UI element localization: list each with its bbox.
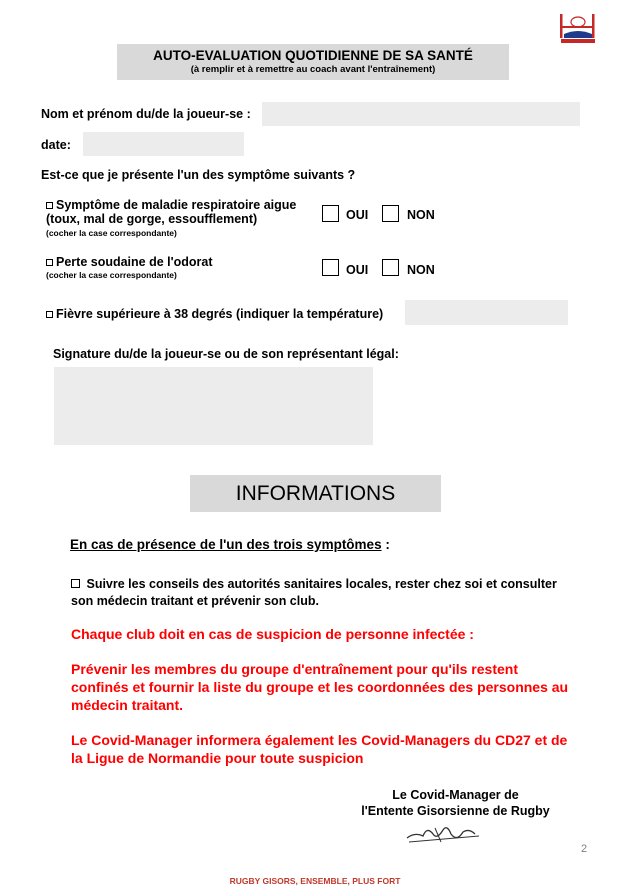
name-label: Nom et prénom du/de la joueur-se : <box>41 107 251 121</box>
symptom-smell-hint: (cocher la case correspondante) <box>46 270 177 280</box>
checkbox-bullet-icon <box>71 579 80 588</box>
page-title: AUTO-EVALUATION QUOTIDIENNE DE SA SANTÉ <box>153 48 473 63</box>
signature-field[interactable] <box>54 367 373 445</box>
covid-manager-text: Le Covid-Manager informera également les Covid-Managers du CD27 et de la Ligue de Normandie pour toute suspicion <box>71 732 568 766</box>
fever-label: Fièvre supérieure à 38 degrés (indiquer la température) <box>46 307 383 321</box>
notify-group-text: Prévenir les membres du groupe d'entraînement pour qu'ils restent confinés et fournir la liste du groupe et les coordonnées des personnes au médecin traitant. <box>71 661 569 713</box>
symptom-respiratory: Symptôme de maladie respiratoire aigue (toux, mal de gorge, essoufflement) <box>46 198 297 226</box>
page-subtitle: (à remplir et à remettre au coach avant l'entraînement) <box>190 64 436 75</box>
smell-non-checkbox[interactable] <box>382 259 399 276</box>
checkbox-bullet-icon <box>46 259 53 266</box>
sign-off: Le Covid-Manager de l'Entente Gisorsienne de Rugby <box>361 788 550 818</box>
symptom-smell: Perte soudaine de l'odorat <box>46 255 212 269</box>
handwritten-signature <box>405 818 485 848</box>
date-label: date: <box>41 138 71 152</box>
page-number: 2 <box>581 843 588 855</box>
date-field[interactable] <box>83 132 244 156</box>
smell-non-label: NON <box>407 263 435 277</box>
checkbox-bullet-icon <box>46 202 53 209</box>
respiratory-non-label: NON <box>407 208 435 222</box>
smell-oui-label: OUI <box>346 263 369 277</box>
smell-oui-checkbox[interactable] <box>322 259 339 276</box>
respiratory-non-checkbox[interactable] <box>382 205 399 222</box>
informations-heading: INFORMATIONS <box>190 475 441 512</box>
temperature-field[interactable] <box>405 300 568 325</box>
club-suspicion-text: Chaque club doit en cas de suspicion de personne infectée : <box>71 626 474 642</box>
case-title: En cas de présence de l'un des trois symptômes : <box>70 537 390 552</box>
advice-text: Suivre les conseils des autorités sanitaires locales, rester chez soi et consulter son médecin traitant et prévenir son club. <box>71 577 557 608</box>
signature-label: Signature du/de la joueur-se ou de son représentant légal: <box>53 347 399 361</box>
respiratory-oui-label: OUI <box>346 208 369 222</box>
symptoms-question: Est-ce que je présente l'un des symptôme suivants ? <box>41 168 356 182</box>
symptom-respiratory-hint: (cocher la case correspondante) <box>46 228 177 238</box>
club-logo <box>558 12 598 44</box>
name-field[interactable] <box>262 102 580 126</box>
checkbox-bullet-icon <box>46 311 53 318</box>
footer-slogan: RUGBY GISORS, ENSEMBLE, PLUS FORT <box>229 876 401 886</box>
respiratory-oui-checkbox[interactable] <box>322 205 339 222</box>
title-box <box>117 44 509 80</box>
